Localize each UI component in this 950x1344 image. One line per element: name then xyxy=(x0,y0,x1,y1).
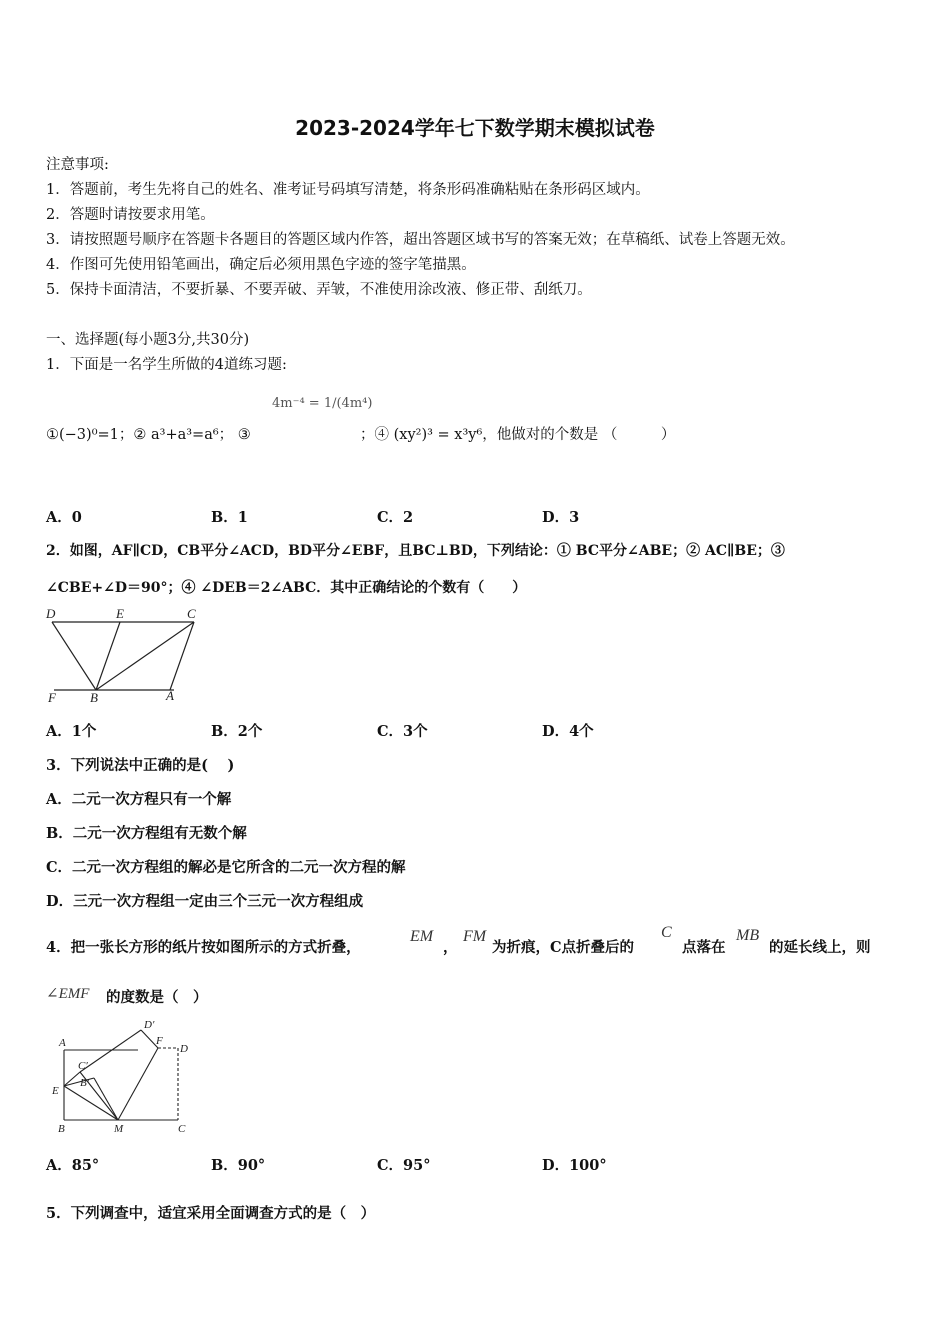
page-title: 2023-2024学年七下数学期末模拟试卷 xyxy=(295,116,655,140)
q4-c: C xyxy=(661,924,672,941)
q1-line-a: ①(−3)⁰=1；② a³+a³=a⁶； ③ xyxy=(46,427,251,443)
q4-figure xyxy=(44,1014,204,1136)
q4-option-d: D．100° xyxy=(542,1157,607,1174)
q4-line1-c: 点落在 xyxy=(682,939,726,956)
q1-stem: 1．下面是一名学生所做的4道练习题: xyxy=(46,357,287,373)
q1-option-c: C．2 xyxy=(377,509,414,526)
label-f: F xyxy=(48,690,56,705)
q4-mb: MB xyxy=(736,927,760,944)
q4-option-c: C．95° xyxy=(377,1157,431,1174)
note-item: 1．答题前，考生先将自己的姓名、准考证号码填写清楚，将条形码准确粘贴在条形码区域内。 xyxy=(46,182,650,198)
note-item: 4．作图可先使用铅笔画出，确定后必须用黑色字迹的签字笔描黑。 xyxy=(46,257,476,273)
q4-line1-a: 4．把一张长方形的纸片按如图所示的方式折叠， xyxy=(46,939,361,956)
label-e: E xyxy=(116,606,124,621)
label-d: D xyxy=(46,606,56,621)
label-a: A xyxy=(59,1037,66,1049)
label-c: C xyxy=(187,606,196,621)
line-ca xyxy=(170,622,194,690)
q2-option-d: D．4个 xyxy=(542,723,594,740)
fold-cd xyxy=(80,1030,141,1072)
label-a: A xyxy=(166,688,174,703)
notes-heading: 注意事项: xyxy=(46,157,109,173)
q4-line1-b: 为折痕，C点折叠后的 xyxy=(492,939,635,956)
q1-option-d: D．3 xyxy=(542,509,580,526)
note-item: 5．保持卡面清洁，不要折暴、不要弄破、弄皱，不准使用涂改液、修正带、刮纸刀。 xyxy=(46,282,592,298)
q4-angle: ∠EMF xyxy=(46,986,90,1002)
q3-option-b: B．二元一次方程组有无数个解 xyxy=(46,825,247,842)
q2-line1: 2．如图，AF∥CD，CB平分∠ACD，BD平分∠EBF，且BC⊥BD，下列结论：① BC平分∠ABE；② AC∥BE；③ xyxy=(46,543,785,559)
label-b-prime: B′ xyxy=(80,1077,90,1089)
line-db xyxy=(52,622,96,690)
q1-option-b: B．1 xyxy=(211,509,248,526)
q4-comma: ， xyxy=(443,939,458,956)
q3-stem: 3．下列说法中正确的是( ) xyxy=(46,757,235,774)
q4-line1-d: 的延长线上，则 xyxy=(769,939,871,956)
fold-bm xyxy=(94,1078,118,1120)
q2-option-b: B．2个 xyxy=(211,723,263,740)
label-d: D xyxy=(180,1043,188,1055)
crease-em xyxy=(64,1086,118,1120)
q2-figure xyxy=(44,604,204,706)
section-heading: 一、选择题(每小题3分,共30分) xyxy=(46,332,250,348)
label-f: F xyxy=(156,1035,163,1047)
q1-formula: 4m⁻⁴ = 1/(4m⁴) xyxy=(272,396,373,411)
note-item: 3．请按照题号顺序在答题卡各题目的答题区域内作答，超出答题区域书写的答案无效；在草稿纸、试卷上答题无效。 xyxy=(46,232,795,248)
q4-option-b: B．90° xyxy=(211,1157,266,1174)
q3-option-c: C．二元一次方程组的解必是它所含的二元一次方程的解 xyxy=(46,859,406,876)
q2-line2: ∠CBE+∠D＝90°；④ ∠DEB＝2∠ABC．其中正确结论的个数有（ ） xyxy=(46,580,527,596)
label-c-prime: C′ xyxy=(78,1060,88,1072)
crease-fm xyxy=(118,1048,158,1120)
q4-line2: 的度数是（ ） xyxy=(106,989,208,1006)
q2-option-a: A．1个 xyxy=(46,723,97,740)
q1-line-b: ；④ (xy²)³ = x³y⁶，他做对的个数是 （ ） xyxy=(360,427,676,443)
q4-fm: FM xyxy=(463,928,487,945)
label-d-prime: D′ xyxy=(144,1019,155,1031)
q3-option-a: A．二元一次方程只有一个解 xyxy=(46,791,232,808)
q2-option-c: C．3个 xyxy=(377,723,428,740)
note-item: 2．答题时请按要求用笔。 xyxy=(46,207,215,223)
label-b: B xyxy=(58,1123,65,1135)
q4-option-a: A．85° xyxy=(46,1157,100,1174)
label-b: B xyxy=(90,690,98,705)
q4-em: EM xyxy=(410,928,434,945)
q5-stem: 5．下列调查中，适宜采用全面调查方式的是（ ） xyxy=(46,1205,376,1222)
label-m: M xyxy=(114,1123,124,1135)
label-c: C xyxy=(178,1123,186,1135)
label-e: E xyxy=(52,1085,59,1097)
line-eb xyxy=(96,622,120,690)
q1-option-a: A．0 xyxy=(46,509,82,526)
line-cb xyxy=(96,622,194,690)
q3-option-d: D．三元一次方程组一定由三个三元一次方程组成 xyxy=(46,893,364,910)
